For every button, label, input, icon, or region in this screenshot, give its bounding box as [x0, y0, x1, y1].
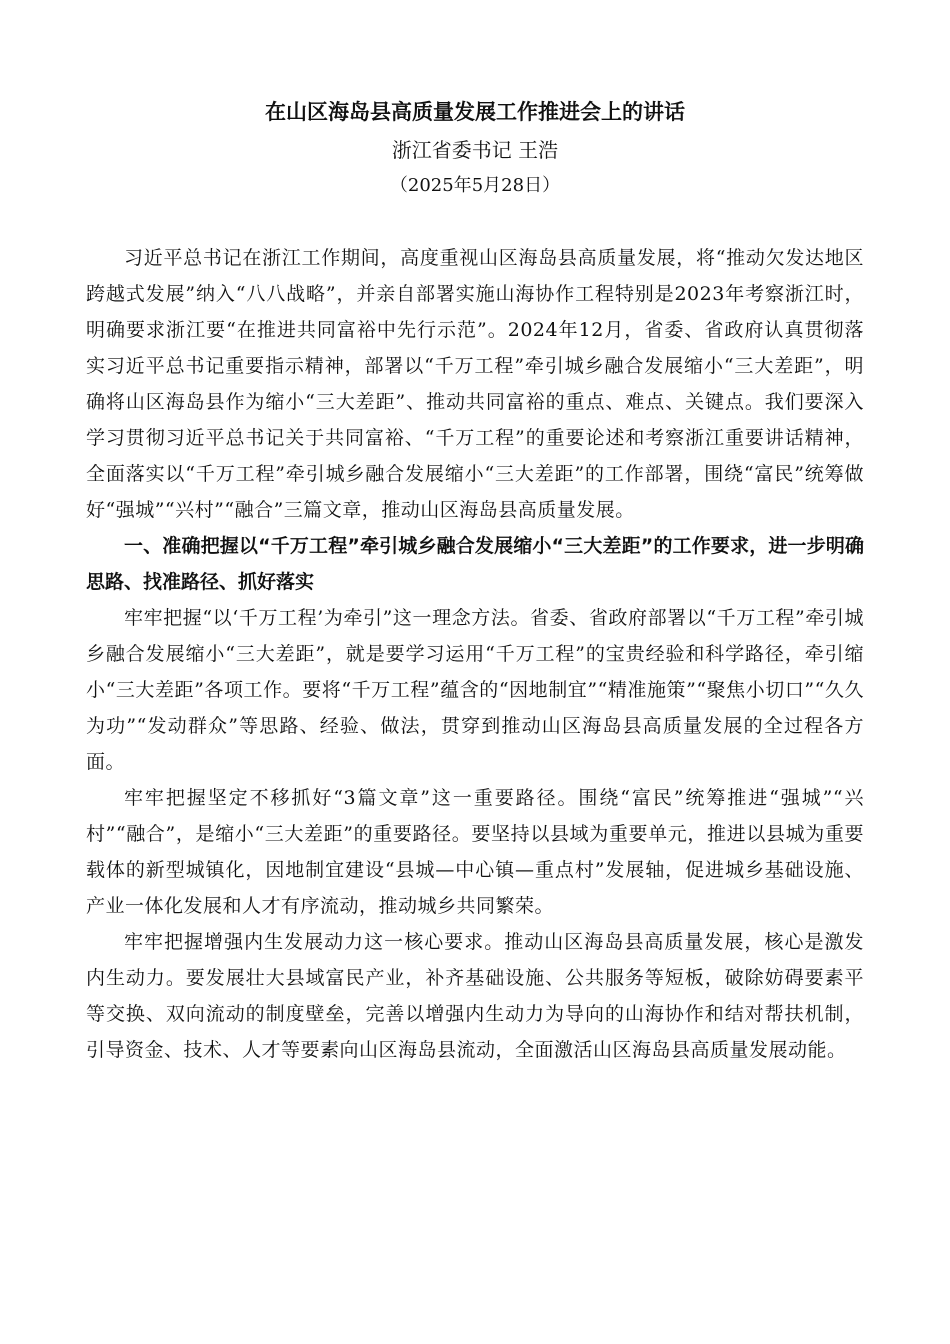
document-author: 浙江省委书记 王浩 — [391, 138, 559, 162]
document-page — [86, 92, 864, 1068]
body-paragraph-2: 牢牢把握坚定不移抓好“3篇文章”这一重要路径。围绕“富民”统筹推进“强城”“兴村”“融合”，是缩小“三大差距”的重要路径。要坚持以县域为重要单元，推进以县城为重要载体的新型城镇化，因地制宜建设“县城—中心镇—重点村”发展轴，促进城乡基础设施、产业一体化发展和人才有序流动，推动城乡共同繁荣。 — [86, 787, 864, 917]
document-title: 在山区海岛县高质量发展工作推进会上的讲话 — [265, 100, 685, 124]
intro-paragraph: 习近平总书记在浙江工作期间，高度重视山区海岛县高质量发展，将“推动欠发达地区跨越式发展”纳入“八八战略”，并亲自部署实施山海协作工程特别是2023年考察浙江时，明确要求浙江要“在推进共同富裕中先行示范”。2024年12月，省委、省政府认真贯彻落实习近平总书记重要指示精神，部署以“千万工程”牵引城乡融合发展缩小“三大差距”，明确将山区海岛县作为缩小“三大差距”、推动共同富裕的重点、难点、关键点。我们要深入学习贯彻习近平总书记关于共同富裕、“千万工程”的重要论述和考察浙江重要讲话精神，全面落实以“千万工程”牵引城乡融合发展缩小“三大差距”的工作部署，围绕“富民”统筹做好“强城”“兴村”“融合”三篇文章，推动山区海岛县高质量发展。 — [86, 247, 864, 521]
body-paragraph-3: 牢牢把握增强内生发展动力这一核心要求。推动山区海岛县高质量发展，核心是激发内生动力。要发展壮大县域富民产业，补齐基础设施、公共服务等短板，破除妨碍要素平等交换、双向流动的制度壁垒，完善以增强内生动力为导向的山海协作和结对帮扶机制，引导资金、技术、人才等要素向山区海岛县流动，全面激活山区海岛县高质量发展动能。 — [86, 931, 864, 1061]
section-heading-1: 一、准确把握以“千万工程”牵引城乡融合发展缩小“三大差距”的工作要求，进一步明确思路、找准路径、抓好落实 — [86, 535, 864, 593]
body-paragraph-1: 牢牢把握“以‘千万工程’为牵引”这一理念方法。省委、省政府部署以“千万工程”牵引城乡融合发展缩小“三大差距”，就是要学习运用“千万工程”的宝贵经验和科学路径，牵引缩小“三大差距”各项工作。要将“千万工程”蕴含的“因地制宜”“精准施策”“聚焦小切口”“久久为功”“发动群众”等思路、经验、做法，贯穿到推动山区海岛县高质量发展的全过程各方面。 — [86, 607, 864, 773]
document-date: （2025年5月28日） — [389, 175, 561, 196]
